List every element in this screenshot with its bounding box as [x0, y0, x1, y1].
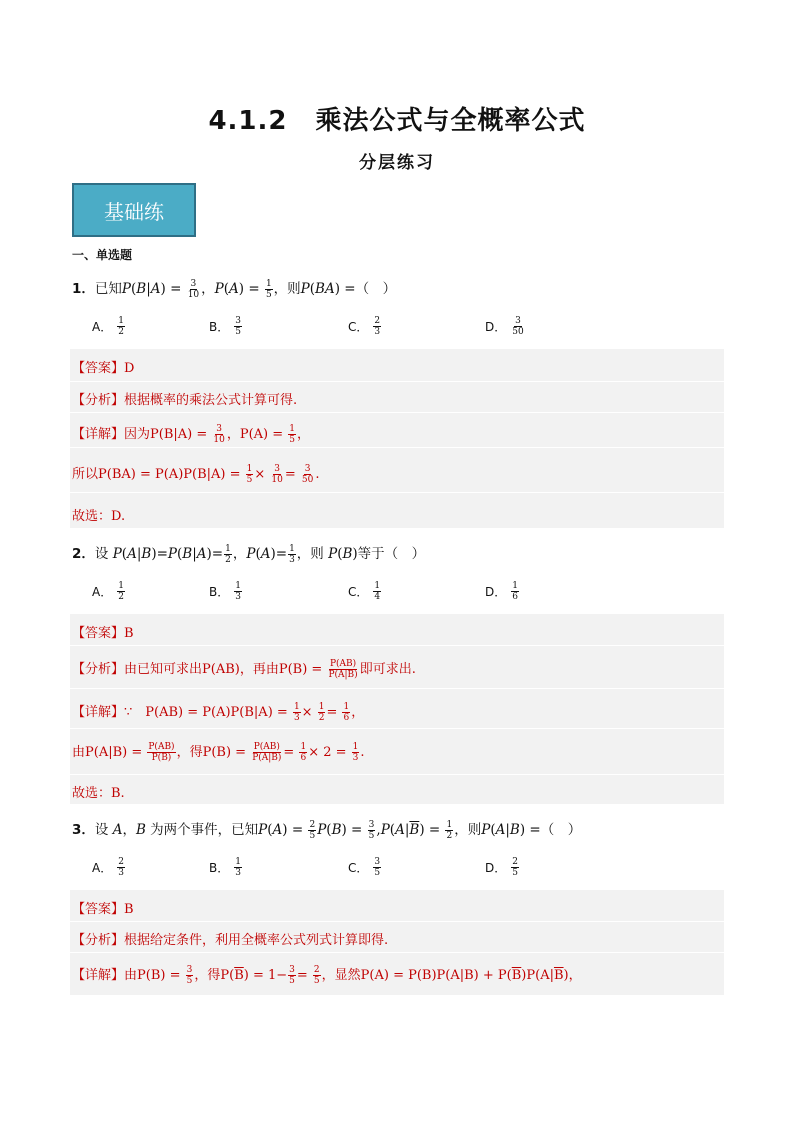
section-label-box [72, 183, 196, 237]
option-d[interactable]: D． $\frac{3}{50}$ [485, 316, 524, 337]
answer-line: 【答案】B [72, 902, 134, 917]
question-1 [72, 277, 396, 300]
conclusion-line: 故选：D. [72, 509, 126, 524]
answer-block-q1 [70, 349, 724, 528]
answer-line: 【答案】B [72, 626, 134, 641]
option-c[interactable]: C． $\frac{1}{4}$ [348, 581, 381, 602]
option-c[interactable]: C． $\frac{3}{5}$ [348, 857, 381, 878]
option-c[interactable]: C． $\frac{2}{3}$ [348, 316, 381, 337]
question-3 [72, 818, 581, 841]
option-a[interactable]: A． $\frac{1}{2}$ [92, 581, 124, 602]
title-text: 乘法公式与全概率公式 [315, 106, 586, 136]
option-b[interactable]: B． $\frac{1}{3}$ [209, 857, 241, 878]
analysis-line: 【分析】根据给定条件，利用全概率公式列式计算即得. [72, 933, 389, 948]
options-q1 [92, 316, 552, 342]
question-number: 1． [72, 281, 95, 297]
option-d[interactable]: D． $\frac{2}{5}$ [485, 857, 518, 878]
detail-line: 【详解】由P(B) = $\frac{3}{5}$ ，得$P(\overline{B}) = 1-$ $\frac{3}{5}$ = $\frac{2}{5}$ ，显然$P(A) = P(B)P(A|B) + P(\overline{B})P(A|\overline{B})$， [72, 965, 582, 986]
answer-block-q3 [70, 890, 724, 995]
question-stem: 设 P(A|B)=P(B|A)= $\frac{1}{2}$ ，P(A)= $\frac{1}{3}$ ，则 P(B)等于（ ） [94, 544, 426, 565]
options-q3 [92, 857, 552, 883]
question-number: 3． [72, 822, 95, 838]
question-2 [72, 542, 425, 565]
answer-block-q2 [70, 614, 724, 804]
question-number: 2． [72, 546, 95, 562]
options-q2 [92, 581, 552, 607]
option-b[interactable]: B． $\frac{3}{5}$ [209, 316, 241, 337]
detail-line-2: 由P(A|B) = $\frac{P(AB)}{P(B)}$ ，得P(B) = $\frac{P(AB)}{P(A|B)}$ = $\frac{1}{6}$ × 2 = $\frac{1}{3}$ . [72, 742, 365, 763]
option-b[interactable]: B． $\frac{1}{3}$ [209, 581, 241, 602]
section-label: 基础练 [104, 199, 164, 224]
detail-line: 【详解】∵ P(AB) = P(A)P(B|A) = $\frac{1}{3}$ × $\frac{1}{2}$ = $\frac{1}{6}$ ， [72, 702, 365, 723]
title-number: 4.1.2 [208, 106, 288, 136]
answer-value: B [124, 902, 134, 917]
answer-line: 【答案】D [72, 361, 135, 376]
option-d[interactable]: D． $\frac{1}{6}$ [485, 581, 518, 602]
answer-value: B [124, 626, 134, 641]
page-subtitle: 分层练习 [359, 153, 435, 173]
detail-line: 【详解】因为P(B|A) = $\frac{3}{10}$ ，P(A) = $\frac{1}{5}$ ， [72, 424, 311, 445]
page-title [0, 100, 794, 137]
answer-value: D [124, 361, 135, 376]
question-stem: 已知P(B|A) = $\frac{3}{10}$ ，P(A) = $\frac{1}{5}$ ，则P(BA) =（ ） [94, 279, 397, 300]
question-stem: 设 A，B 为两个事件，已知P(A) = $\frac{2}{5}$ P(B) = $\frac{3}{5}$ $,P(A|\overline{B})$ = $\frac{1}{2}$ ，则P(A|B) =（ ） [94, 820, 582, 841]
analysis-line: 【分析】由已知可求出P(AB)，再由P(B) = $\frac{P(AB)}{P(A|B)}$ 即可求出. [72, 659, 416, 680]
part-title: 一、单选题 [72, 248, 133, 262]
conclusion-line: 故选：B. [72, 786, 125, 801]
analysis-line: 【分析】根据概率的乘法公式计算可得. [72, 393, 298, 408]
detail-line-2: 所以P(BA) = P(A)P(B|A) = $\frac{1}{5}$ × $\frac{3}{10}$ = $\frac{3}{50}$ . [72, 464, 320, 485]
option-a[interactable]: A． $\frac{2}{3}$ [92, 857, 124, 878]
option-a[interactable]: A． $\frac{1}{2}$ [92, 316, 124, 337]
